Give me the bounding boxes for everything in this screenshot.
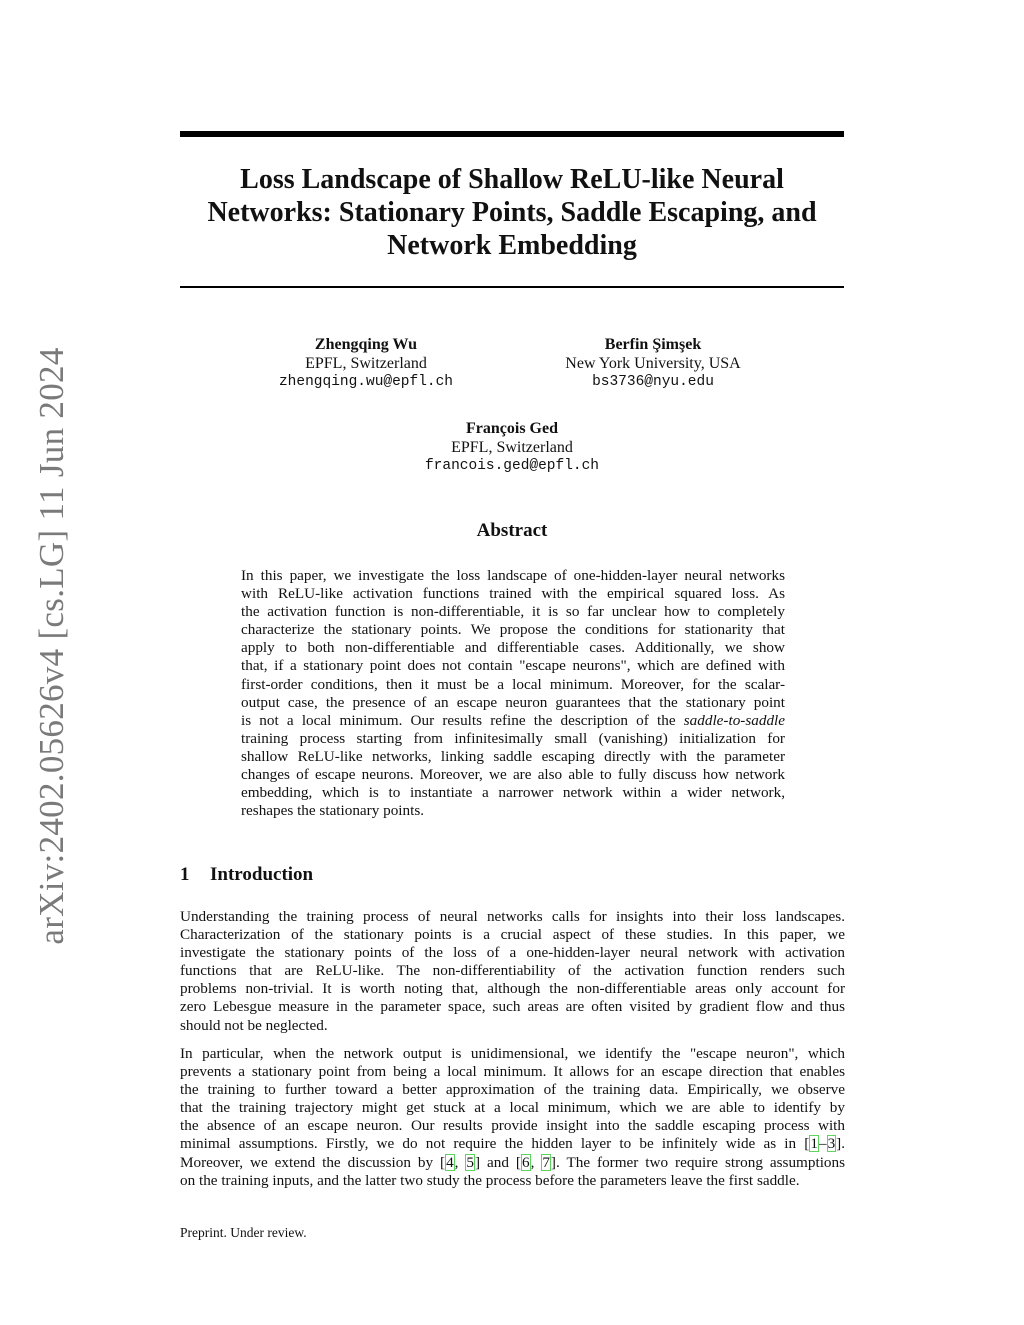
abstract-text (241, 567, 785, 820)
emphasis-saddle-to-saddle: saddle-to-saddle (683, 711, 785, 729)
abstract-line-text: is not a local minimum. Our results refine the description of the (241, 711, 676, 729)
abstract-line: embedding, which is to instantiate a narrower network within a wider network, (241, 784, 785, 802)
citation-link[interactable]: 5 (466, 1153, 475, 1171)
author-name: Berfin Şimşek (604, 336, 702, 353)
paragraph-line-text: minimal assumptions. Firstly, we do not require the hidden layer to be infinitely wide as in (180, 1135, 797, 1153)
abstract-line: first-order conditions, then it must be a local minimum. Moreover, for the scalar- (241, 675, 785, 693)
abstract-line: output case, the presence of an escape neuron guarantees that the stationary point (241, 693, 785, 711)
title-top-rule (180, 131, 844, 137)
paragraph-line: Characterization of the stationary points is a crucial aspect of these studies. In this paper, we (180, 926, 845, 944)
paragraph-line: should not be neglected. (180, 1016, 328, 1034)
author-affiliation: EPFL, Switzerland (451, 439, 573, 456)
author-email[interactable]: bs3736@nyu.edu (592, 374, 714, 390)
author-block-ged (412, 419, 612, 476)
author-affiliation: EPFL, Switzerland (305, 355, 427, 372)
paragraph-line: zero Lebesgue measure in the parameter space, such areas are often visited by gradient flow and thus (180, 998, 845, 1016)
title-line: Network Embedding (387, 230, 637, 261)
footer-note: Preprint. Under review. (180, 1225, 307, 1240)
author-affiliation: New York University, USA (565, 355, 741, 372)
paragraph-line: minimal assumptions. Firstly, we do not require the hidden layer to be infinitely wide as in [1–3]. (180, 1135, 846, 1153)
citation-link[interactable]: 1 (810, 1135, 818, 1153)
arxiv-stamp: arXiv:2402.05626v4 [cs.LG] 11 Jun 2024 (32, 347, 71, 945)
paragraph-line: on the training inputs, and the latter two study the process before the parameters leave the first saddle. (180, 1171, 800, 1189)
abstract-line: the activation function is non-differentiable, it is so far unclear how to completely (241, 603, 785, 621)
citation-link[interactable]: 3 (827, 1135, 836, 1153)
paragraph-line: Moreover, we extend the discussion by [4, 5] and [6, 7]. The former two require strong assumptions (180, 1153, 846, 1171)
paragraph-line: that the training trajectory might get stuck at a local minimum, which we are able to identify by (180, 1099, 845, 1117)
paragraph-line: prevents a stationary point from being a local minimum. It allows for an escape direction that enables (180, 1063, 845, 1081)
citation-separator: , (530, 1153, 542, 1171)
paragraph-line: the absence of an escape neuron. Our results provide insight into the saddle escaping process with (180, 1117, 845, 1135)
abstract-line: that, if a stationary point does not contain "escape neurons", which are defined with (241, 657, 785, 675)
paragraph-line-text: and (487, 1153, 509, 1171)
author-email[interactable]: zhengqing.wu@epfl.ch (278, 374, 454, 390)
title-line: Loss Landscape of Shallow ReLU-like Neural (240, 164, 784, 195)
paragraph-line: problems non-trivial. It is worth noting that, although the non-differentiable areas only account for (180, 980, 845, 998)
section-number: 1 (180, 864, 190, 885)
title-bottom-rule (180, 286, 844, 288)
paragraph-line-text: . The former two require strong assumptions (555, 1153, 846, 1171)
abstract-line: characterize the stationary points. We propose the conditions for stationarity that (241, 621, 785, 639)
abstract-line: In this paper, we investigate the loss landscape of one-hidden-layer neural networks (241, 567, 785, 584)
citation-link[interactable]: 4 (446, 1153, 454, 1171)
intro-paragraph-1 (180, 908, 845, 1035)
section-heading-introduction (180, 864, 844, 886)
paragraph-line: functions that are ReLU-like. The non-differentiability of the activation function renders such (180, 962, 845, 980)
author-block-wu (266, 335, 466, 392)
paper-title (180, 163, 844, 262)
title-line: Networks: Stationary Points, Saddle Escaping, and (207, 197, 817, 228)
section-title: Introduction (210, 864, 314, 885)
abstract-line: apply to both non-differentiable and differentiable cases. Additionally, we show (241, 639, 785, 657)
citation-separator: , (454, 1153, 466, 1171)
abstract-line: reshapes the stationary points. (241, 802, 425, 820)
author-name: Zhengqing Wu (314, 336, 418, 353)
author-email[interactable]: francois.ged@epfl.ch (424, 458, 600, 474)
paragraph-line: the training to further toward a better approximation of the training data. Empirically, we observe (180, 1081, 845, 1099)
abstract-line: with ReLU-like activation functions trained with the empirical squared loss. As (241, 585, 785, 603)
paragraph-line: Understanding the training process of neural networks calls for insights into their loss landscapes. (180, 908, 845, 925)
abstract-heading: Abstract (476, 520, 548, 541)
intro-paragraph-2 (180, 1045, 845, 1190)
paragraph-line: investigate the stationary points of the loss of a one-hidden-layer neural network with activation (180, 944, 845, 962)
author-name: François Ged (466, 420, 558, 437)
abstract-line: shallow ReLU-like networks, linking saddle escaping directly with the parameter (241, 747, 785, 765)
author-block-simsek (553, 335, 753, 392)
citation-separator: – (818, 1135, 827, 1153)
citation-link[interactable]: 7 (542, 1153, 550, 1171)
citation-link[interactable]: 6 (521, 1153, 530, 1171)
abstract-line: training process starting from infinitesimally small (vanishing) initialization for (241, 729, 785, 747)
paragraph-line: In particular, when the network output is unidimensional, we identify the "escape neuron", which (180, 1045, 845, 1062)
abstract-line: changes of escape neurons. Moreover, we are also able to fully discuss how network (241, 766, 785, 784)
abstract-line (241, 712, 785, 730)
paragraph-line-text: Moreover, we extend the discussion by (180, 1153, 434, 1171)
